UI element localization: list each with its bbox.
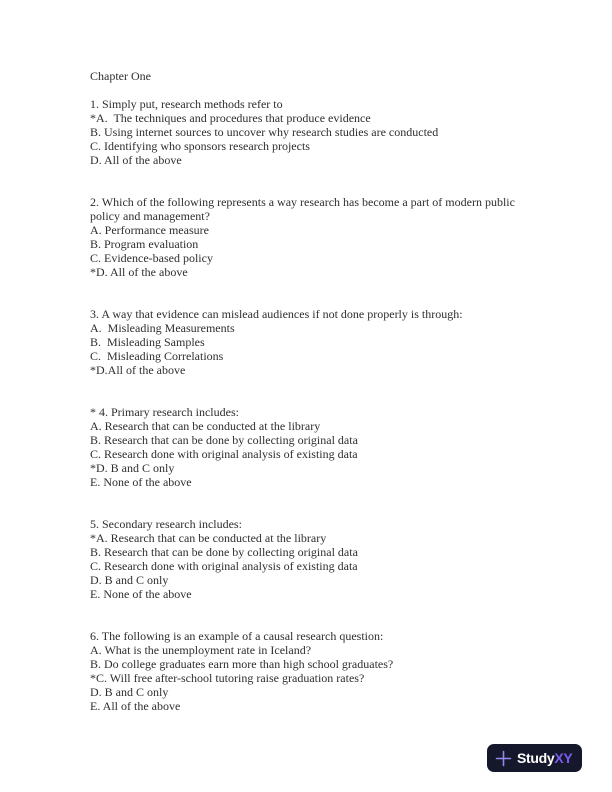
question-option: D. All of the above (90, 153, 182, 167)
question-option: *D. All of the above (90, 265, 188, 279)
question-option: C. Research done with original analysis of existing data (90, 447, 358, 461)
question-option: B. Program evaluation (90, 237, 199, 251)
question-option: D. B and C only (90, 685, 169, 699)
question-option: B. Research that can be done by collecting original data (90, 433, 358, 447)
question-option: E. None of the above (90, 475, 192, 489)
question-block (90, 517, 526, 601)
question-option: E. All of the above (90, 699, 181, 713)
brand-name-primary: Study (517, 750, 555, 766)
question-block (90, 307, 526, 377)
question-prompt: 6. The following is an example of a causal research question: (90, 629, 384, 643)
question-block (90, 629, 526, 713)
question-block (90, 195, 526, 279)
question-option: A. What is the unemployment rate in Iceland? (90, 643, 312, 657)
question-option: A. Misleading Measurements (90, 321, 235, 335)
question-option: B. Misleading Samples (90, 335, 205, 349)
question-option: C. Research done with original analysis of existing data (90, 559, 358, 573)
question-option: C. Misleading Correlations (90, 349, 224, 363)
studyxy-logo (487, 744, 582, 772)
question-option: D. B and C only (90, 573, 169, 587)
question-option: A. Research that can be conducted at the library (90, 419, 321, 433)
question-option: B. Research that can be done by collecting original data (90, 545, 358, 559)
question-option: B. Do college graduates earn more than high school graduates? (90, 657, 394, 671)
question-prompt: * 4. Primary research includes: (90, 405, 239, 419)
question-option: *C. Will free after-school tutoring raise graduation rates? (90, 671, 365, 685)
question-prompt: 5. Secondary research includes: (90, 517, 242, 531)
questions-list (90, 97, 526, 713)
question-prompt: 3. A way that evidence can mislead audiences if not done properly is through: (90, 307, 463, 321)
question-block (90, 405, 526, 489)
question-option: *D. B and C only (90, 461, 175, 475)
question-option: A. Performance measure (90, 223, 209, 237)
question-option: *A. Research that can be conducted at the library (90, 531, 327, 545)
question-option: C. Identifying who sponsors research projects (90, 139, 310, 153)
question-block (90, 97, 526, 167)
document-page (90, 69, 526, 741)
question-prompt: 2. Which of the following represents a way research has become a part of modern public policy and management? (90, 195, 518, 223)
question-prompt: 1. Simply put, research methods refer to (90, 97, 283, 111)
question-option: *D.All of the above (90, 363, 186, 377)
brand-name-accent: XY (554, 750, 573, 766)
question-option: C. Evidence-based policy (90, 251, 213, 265)
chapter-heading: Chapter One (90, 69, 151, 83)
question-option: E. None of the above (90, 587, 192, 601)
plus-icon (495, 750, 512, 767)
question-option: B. Using internet sources to uncover why research studies are conducted (90, 125, 439, 139)
question-option: *A. The techniques and procedures that produce evidence (90, 111, 371, 125)
